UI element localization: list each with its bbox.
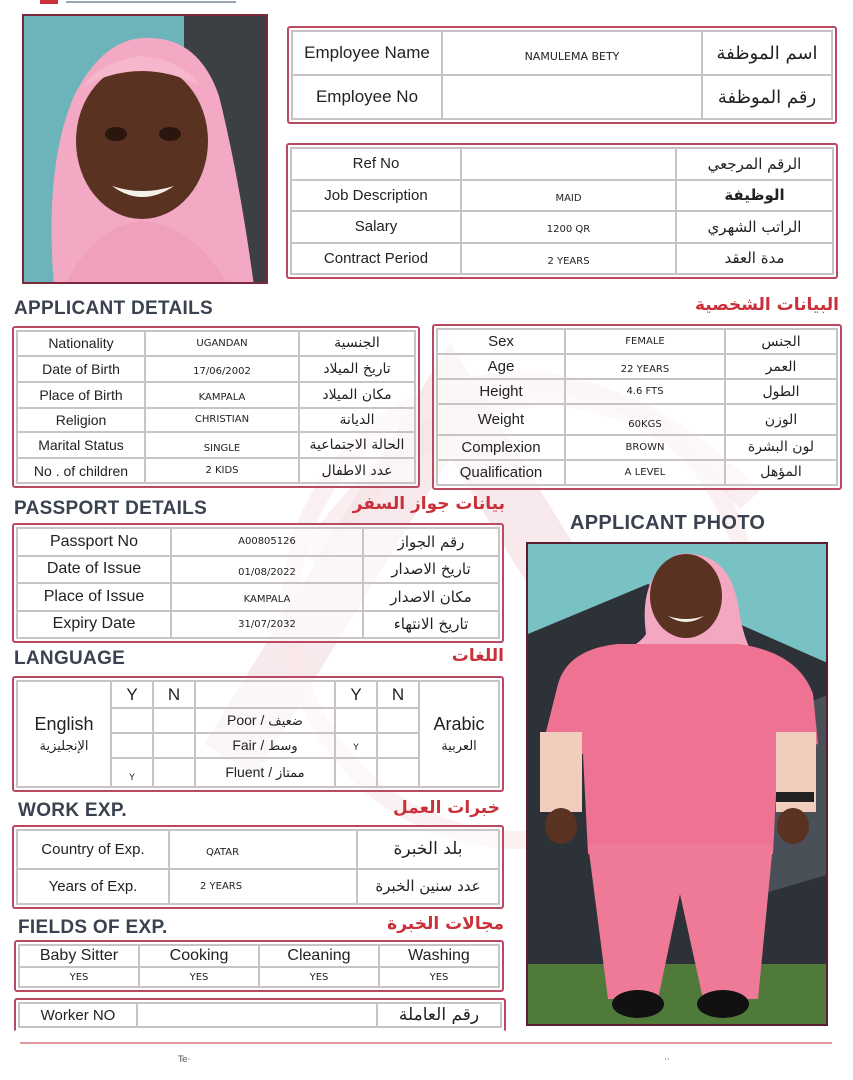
applicant-row [17,356,415,382]
work-exp-table [12,825,504,909]
applicant-row [437,460,837,485]
expiry-date-ar: تاريخ الانتهاء [363,611,499,639]
work-exp-title: WORK EXP. [18,800,127,821]
arabic-fair-y: Y [335,733,377,758]
arabic-y-header: Y [335,681,377,708]
salary-value: 1200 QR [461,211,676,243]
place-of-birth-label: Place of Birth [17,382,145,408]
passport-details-title-ar: بيانات جواز السفر [352,494,505,514]
top-logo-strip [40,0,240,5]
contract-period-ar: مدة العقد [676,243,833,275]
qualification-ar: المؤهل [725,460,837,485]
salary-ar: الراتب الشهري [676,211,833,243]
contract-row [291,180,833,212]
field-cleaning-value: YES [259,967,379,987]
applicant-row [17,331,415,356]
qualification-value: A LEVEL [565,460,725,485]
applicant-photo-title: APPLICANT PHOTO [570,512,766,534]
nationality-ar: الجنسية [299,331,415,356]
marital-status-label: Marital Status [17,432,145,458]
years-of-exp-label: Years of Exp. [17,869,169,904]
arabic-poor-y [335,708,377,733]
expiry-date-label: Expiry Date [17,611,171,639]
contract-row [291,243,833,275]
english-fair-n [153,733,195,758]
language-title-ar: اللغات [451,646,504,666]
applicant-row [437,404,837,434]
applicant-full-photo [526,542,828,1026]
arabic-cell [419,681,499,787]
footer-divider [20,1042,832,1044]
sex-value: FEMALE [565,329,725,354]
place-of-issue-value: KAMPALA [171,583,363,611]
height-ar: الطول [725,379,837,404]
english-poor-n [153,708,195,733]
date-of-birth-label: Date of Birth [17,356,145,382]
years-of-exp-value: 2 YEARS [169,869,357,904]
religion-value: CHRISTIAN [145,408,299,433]
expiry-date-value: 31/07/2032 [171,611,363,639]
passport-row [17,528,499,556]
language-title: LANGUAGE [14,648,126,669]
arabic-fair-n [377,733,419,758]
applicant-details-title: APPLICANT DETAILS [14,298,213,319]
fields-of-exp-title: FIELDS OF EXP. [18,917,168,938]
contract-table [286,143,838,279]
applicant-details-title-ar: البيانات الشخصية [694,295,839,315]
arabic-poor-n [377,708,419,733]
age-label: Age [437,354,565,379]
country-of-exp-value: QATAR [169,830,357,869]
worker-no-table [14,998,506,1032]
work-row [17,869,499,904]
employee-name-value: NAMULEMA BETY [442,31,702,75]
height-value: 4.6 FTS [565,379,725,404]
sex-ar: الجنس [725,329,837,354]
weight-value: 60KGS [565,404,725,434]
english-y-header: Y [111,681,153,708]
passport-no-ar: رقم الجواز [363,528,499,556]
applicant-row [17,408,415,433]
english-fluent-y: Y [111,758,153,787]
job-description-value: MAID [461,180,676,212]
qualification-label: Qualification [437,460,565,485]
years-of-exp-ar: عدد سنين الخبرة [357,869,499,904]
job-description-ar: الوظيفة [676,180,833,212]
contract-period-value: 2 YEARS [461,243,676,275]
salary-label: Salary [291,211,461,243]
worker-no-value [137,1003,377,1027]
worker-no-label: Worker NO [19,1003,137,1027]
country-of-exp-ar: بلد الخبرة [357,830,499,869]
employee-no-ar: رقم الموظفة [702,75,832,119]
passport-row [17,583,499,611]
date-of-issue-label: Date of Issue [17,556,171,584]
place-of-birth-ar: مكان الميلاد [299,382,415,408]
applicant-left-table [12,326,420,488]
employee-name-ar: اسم الموظفة [702,31,832,75]
fields-of-exp-table [14,940,504,992]
complexion-value: BROWN [565,435,725,460]
field-baby-sitter-label: Baby Sitter [19,945,139,967]
level-fair: Fair / وسط [195,733,335,758]
nationality-value: UGANDAN [145,331,299,356]
field-washing-value: YES [379,967,499,987]
place-of-issue-label: Place of Issue [17,583,171,611]
date-of-issue-ar: تاريخ الاصدار [363,556,499,584]
arabic-fluent-y [335,758,377,787]
complexion-ar: لون البشرة [725,435,837,460]
passport-no-value: A00805126 [171,528,363,556]
date-of-birth-value: 17/06/2002 [145,356,299,382]
weight-ar: الوزن [725,404,837,434]
passport-row [17,556,499,584]
place-of-issue-ar: مكان الاصدار [363,583,499,611]
ref-no-ar: الرقم المرجعي [676,148,833,180]
applicant-row [17,382,415,408]
employee-no-value [442,75,702,119]
marital-status-ar: الحالة الاجتماعية [299,432,415,458]
field-cooking-label: Cooking [139,945,259,967]
applicant-row [17,432,415,458]
arabic-fluent-n [377,758,419,787]
marital-status-value: SINGLE [145,432,299,458]
age-ar: العمر [725,354,837,379]
arabic-ar: العربية [441,739,477,754]
applicant-portrait [22,14,268,284]
passport-details-title: PASSPORT DETAILS [14,498,208,519]
children-label: No . of children [17,458,145,483]
place-of-birth-value: KAMPALA [145,382,299,408]
worker-no-ar: رقم العاملة [377,1003,501,1027]
applicant-row [437,379,837,404]
height-label: Height [437,379,565,404]
passport-no-label: Passport No [17,528,171,556]
applicant-row [437,329,837,354]
work-row [17,830,499,869]
contract-row [291,148,833,180]
contract-period-label: Contract Period [291,243,461,275]
children-ar: عدد الاطفال [299,458,415,483]
level-header-blank [195,681,335,708]
religion-label: Religion [17,408,145,433]
fields-of-exp-title-ar: مجالات الخبرة [387,914,504,934]
work-exp-title-ar: خبرات العمل [393,798,500,818]
arabic-label: Arabic [433,714,485,734]
applicant-row [17,458,415,483]
applicant-right-table [432,324,842,490]
field-washing-label: Washing [379,945,499,967]
contract-row [291,211,833,243]
date-of-birth-ar: تاريخ الميلاد [299,356,415,382]
sex-label: Sex [437,329,565,354]
religion-ar: الديانة [299,408,415,433]
employee-name-label: Employee Name [292,31,442,75]
field-cleaning-label: Cleaning [259,945,379,967]
language-table [12,676,504,792]
children-value: 2 KIDS [145,458,299,483]
english-fluent-n [153,758,195,787]
passport-row [17,611,499,639]
passport-table [12,523,504,643]
date-of-issue-value: 01/08/2022 [171,556,363,584]
employee-header-table [287,26,837,124]
country-of-exp-label: Country of Exp. [17,830,169,869]
footer-right-text: ·· [664,1055,670,1065]
english-poor-y [111,708,153,733]
employee-no-label: Employee No [292,75,442,119]
applicant-row [437,354,837,379]
complexion-label: Complexion [437,435,565,460]
level-poor: Poor / ضعيف [195,708,335,733]
field-baby-sitter-value: YES [19,967,139,987]
nationality-label: Nationality [17,331,145,356]
english-fair-y [111,733,153,758]
job-description-label: Job Description [291,180,461,212]
ref-no-value [461,148,676,180]
applicant-row [437,435,837,460]
english-ar: الإنجليزية [39,739,89,754]
weight-label: Weight [437,404,565,434]
field-cooking-value: YES [139,967,259,987]
level-fluent: Fluent / ممتاز [195,758,335,787]
age-value: 22 YEARS [565,354,725,379]
ref-no-label: Ref No [291,148,461,180]
english-cell [17,681,111,787]
english-n-header: N [153,681,195,708]
english-label: English [34,714,94,734]
arabic-n-header: N [377,681,419,708]
footer-left-text: Te· [178,1055,191,1065]
